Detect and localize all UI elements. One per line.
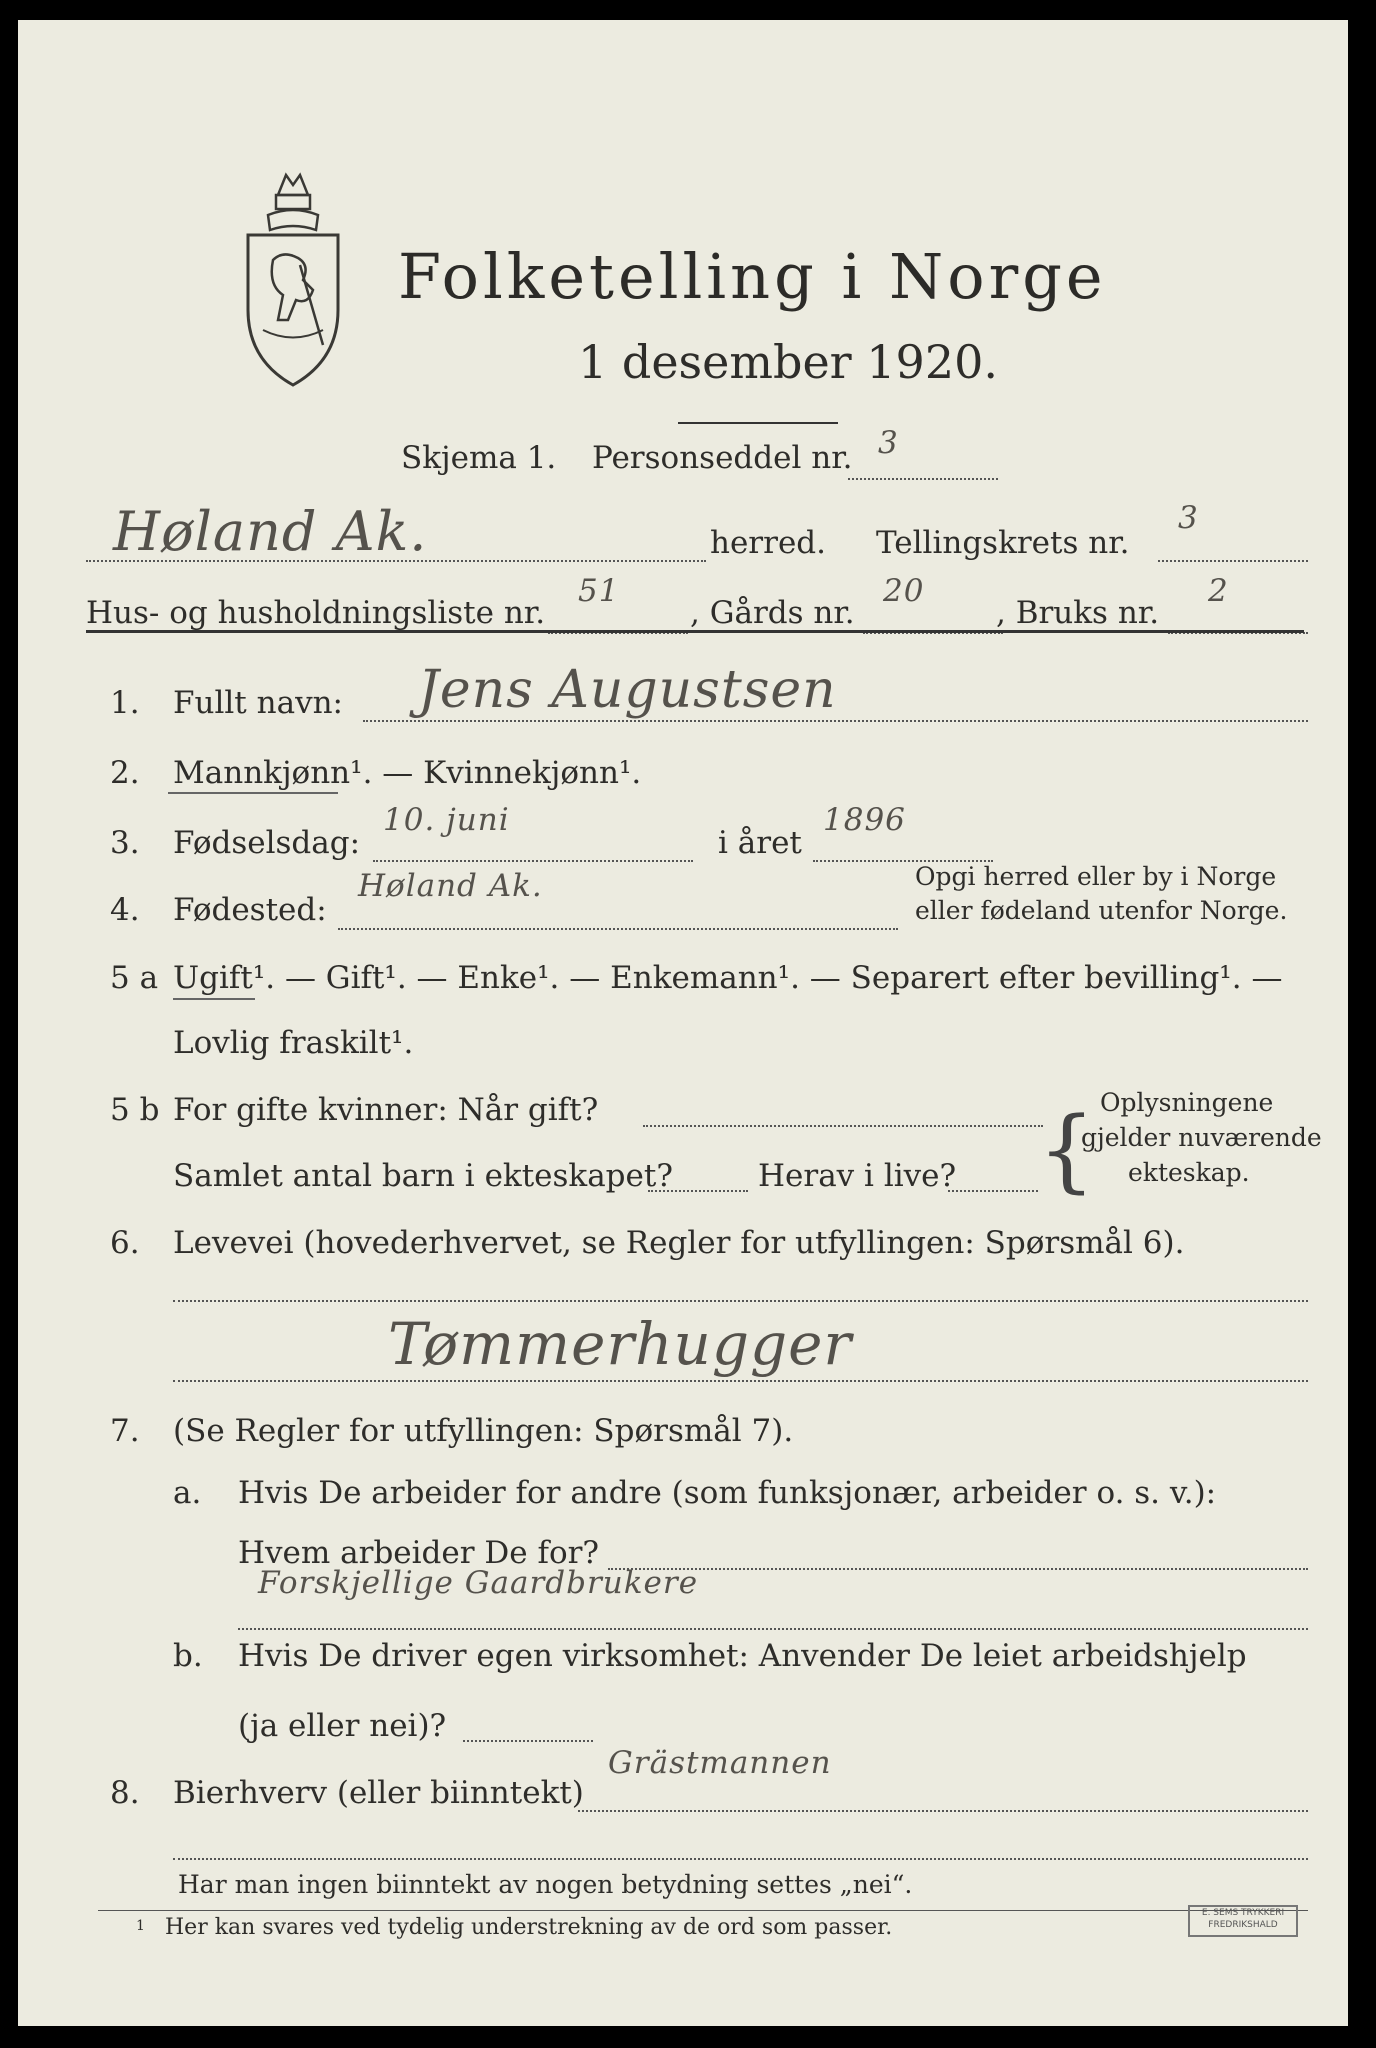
q3-value: 10. juni (383, 802, 510, 838)
q8-label: Bierhverv (eller biinntekt) (173, 1775, 584, 1811)
stamp-line2: FREDRIKSHALD (1208, 1920, 1278, 1930)
q5b-children-dotline (648, 1190, 748, 1192)
q3-label: Fødselsdag: (173, 825, 361, 861)
q7a-value: Forskjellige Gaardbrukere (258, 1565, 699, 1601)
q8-dotline-2 (173, 1858, 1308, 1860)
q6-number: 6. (110, 1225, 140, 1261)
q7-number: 7. (110, 1413, 140, 1449)
hus-value: 51 (578, 573, 620, 609)
personseddel-value: 3 (878, 425, 899, 461)
q5a-label-line2: Lovlig fraskilt¹. (173, 1025, 414, 1061)
q6-dotline-2 (173, 1380, 1308, 1382)
q7b-label-line2: (ja eller nei)? (238, 1708, 447, 1744)
q5b-label-line2: Samlet antal barn i ekteskapet? (173, 1158, 673, 1194)
q3-year-label: i året (718, 825, 802, 861)
census-form-page (18, 20, 1348, 2026)
q5b-note-line2: gjelder nuværende (1081, 1123, 1322, 1152)
q2-number: 2. (110, 755, 140, 791)
q1-value: Jens Augustsen (418, 660, 837, 720)
hus-label: Hus- og husholdningsliste nr. (86, 595, 546, 631)
q4-note-line2: eller fødeland utenfor Norge. (915, 896, 1288, 925)
bruks-value: 2 (1208, 573, 1229, 609)
q4-label: Fødested: (173, 892, 327, 928)
gards-value: 20 (883, 573, 925, 609)
form-title: Folketelling i Norge (398, 240, 1107, 313)
herred-value: Høland Ak. (113, 500, 428, 563)
personseddel-label: Personseddel nr. (592, 440, 853, 476)
q5b-label: For gifte kvinner: Når gift? (173, 1092, 599, 1128)
q7a-dotline-2 (238, 1628, 1308, 1630)
q8-number: 8. (110, 1775, 140, 1811)
q7a-dotline-1 (608, 1568, 1308, 1570)
tellingskrets-dotline (1158, 560, 1308, 562)
skjema-label: Skjema 1. (401, 440, 557, 476)
q3-year-value: 1896 (823, 802, 906, 838)
q4-number: 4. (110, 892, 140, 928)
q7a-letter: a. (173, 1475, 202, 1511)
title-divider (678, 422, 838, 424)
q5b-note-line3: ekteskap. (1128, 1158, 1250, 1187)
q6-dotline-1 (173, 1300, 1308, 1302)
bruks-label: , Bruks nr. (996, 595, 1160, 631)
footnote-text: Her kan svares ved tydelig understrekning av de ord som passer. (165, 1915, 893, 1940)
q2-label: Mannkjønn¹. — Kvinnekjønn¹. (173, 755, 642, 791)
q7a-label-line2: Hvem arbeider De for? (238, 1535, 600, 1571)
q5b-brace: { (1038, 1098, 1096, 1203)
q1-label: Fullt navn: (173, 685, 343, 721)
q8-value: Grästmannen (608, 1745, 832, 1781)
q2-mannkjonn-underline (168, 792, 338, 794)
q5b-dotline (643, 1125, 1043, 1127)
q8-dotline-1 (578, 1810, 1308, 1812)
q7b-letter: b. (173, 1638, 203, 1674)
q5b-note-line1: Oplysningene (1100, 1088, 1274, 1117)
q5b-label-line3: Herav i live? (758, 1158, 957, 1194)
q6-label: Levevei (hovederhvervet, se Regler for utfyllingen: Spørsmål 6). (173, 1225, 1185, 1261)
q7a-label: Hvis De arbeider for andre (som funksjonær, arbeider o. s. v.): (238, 1475, 1217, 1511)
header-rule (86, 630, 1304, 633)
q4-note-line1: Opgi herred eller by i Norge (915, 862, 1277, 891)
footer-note: Har man ingen biinntekt av nogen betydning settes „nei“. (178, 1870, 913, 1899)
q5b-number: 5 b (110, 1092, 160, 1128)
norwegian-coat-of-arms-icon (238, 170, 348, 390)
q7-label: (Se Regler for utfyllingen: Spørsmål 7). (173, 1413, 794, 1449)
herred-dotline (86, 560, 706, 562)
q5a-number: 5 a (110, 960, 159, 996)
printer-stamp (1188, 1905, 1298, 1937)
q5b-alive-dotline (948, 1190, 1038, 1192)
q1-dotline (363, 720, 1308, 722)
q7b-label: Hvis De driver egen virksomhet: Anvender De leiet arbeidshjelp (238, 1638, 1247, 1674)
q5a-label: Ugift¹. — Gift¹. — Enke¹. — Enkemann¹. — Separert efter bevilling¹. — (173, 960, 1283, 996)
gards-label: , Gårds nr. (690, 595, 855, 631)
stamp-line1: E. SEMS TRYKKERI (1201, 1908, 1285, 1918)
tellingskrets-label: Tellingskrets nr. (876, 525, 1130, 561)
q3-dotline (373, 860, 693, 862)
q4-dotline (338, 928, 898, 930)
q7b-dotline (463, 1740, 593, 1742)
footnote-mark: 1 (136, 1918, 145, 1934)
tellingskrets-value: 3 (1178, 500, 1199, 536)
q5a-ugift-underline (173, 998, 255, 1000)
footnote-rule (98, 1910, 1308, 1911)
q6-value: Tømmerhugger (388, 1310, 853, 1378)
census-date: 1 desember 1920. (578, 335, 998, 389)
herred-label: herred. (710, 525, 826, 561)
personseddel-dotline (848, 478, 998, 480)
q4-value: Høland Ak. (358, 868, 543, 904)
q3-number: 3. (110, 825, 140, 861)
q1-number: 1. (110, 685, 140, 721)
